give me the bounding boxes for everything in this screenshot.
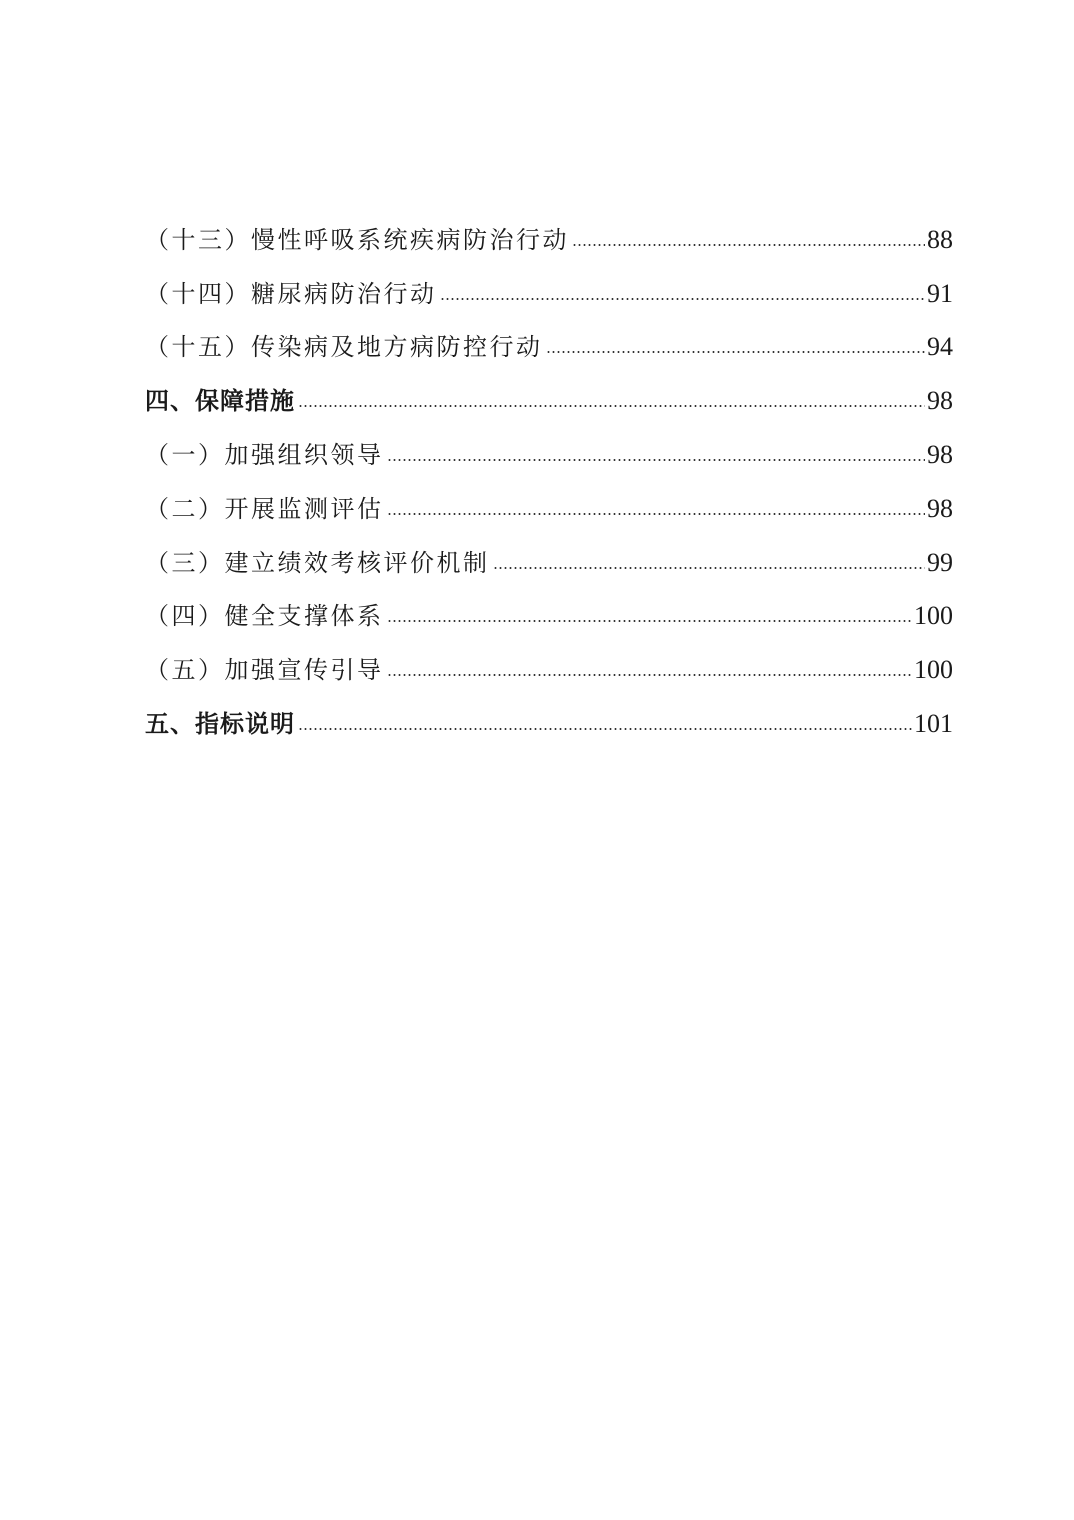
toc-page-number: 88 [927, 224, 953, 254]
toc-page-number: 98 [927, 439, 953, 469]
toc-entry-title: （四）健全支撑体系 [145, 602, 384, 631]
toc-entry-4-3-performance[interactable] [145, 525, 953, 579]
toc-section-title: 四、保障措施 [145, 387, 295, 416]
toc-section-4-safeguards[interactable] [145, 363, 953, 417]
toc-entry-13-chronic-respiratory[interactable] [145, 202, 953, 256]
toc-entry-title: （二）开展监测评估 [145, 494, 384, 523]
dot-leader [572, 244, 925, 246]
dot-leader [387, 674, 913, 676]
table-of-contents [145, 202, 953, 740]
toc-page-number: 100 [914, 601, 953, 631]
toc-page-number: 99 [927, 547, 953, 577]
toc-entry-4-4-support-system[interactable] [145, 579, 953, 633]
toc-page-number: 101 [914, 708, 953, 738]
toc-entry-title: （十四）糖尿病防治行动 [145, 279, 437, 308]
toc-section-title: 五、指标说明 [145, 709, 295, 738]
toc-entry-4-1-leadership[interactable] [145, 417, 953, 471]
dot-leader [493, 567, 926, 569]
toc-entry-title: （十五）传染病及地方病防控行动 [145, 333, 543, 362]
toc-entry-14-diabetes[interactable] [145, 256, 953, 310]
dot-leader [440, 298, 926, 300]
toc-page-number: 98 [927, 386, 953, 416]
toc-entry-15-infectious-disease[interactable] [145, 310, 953, 364]
toc-page-number: 98 [927, 493, 953, 523]
toc-page-number: 94 [927, 332, 953, 362]
dot-leader [387, 620, 913, 622]
dot-leader [387, 459, 926, 461]
toc-entry-title: （十三）慢性呼吸系统疾病防治行动 [145, 225, 569, 254]
toc-section-5-indicators[interactable] [145, 686, 953, 740]
dot-leader [387, 513, 926, 515]
dot-leader [546, 351, 926, 353]
toc-entry-4-2-monitoring[interactable] [145, 471, 953, 525]
toc-page-number: 100 [914, 655, 953, 685]
dot-leader [298, 728, 912, 730]
toc-page-number: 91 [927, 278, 953, 308]
dot-leader [298, 405, 925, 407]
toc-entry-title: （五）加强宣传引导 [145, 656, 384, 685]
toc-entry-4-5-publicity[interactable] [145, 632, 953, 686]
toc-entry-title: （三）建立绩效考核评价机制 [145, 548, 490, 577]
toc-entry-title: （一）加强组织领导 [145, 440, 384, 469]
